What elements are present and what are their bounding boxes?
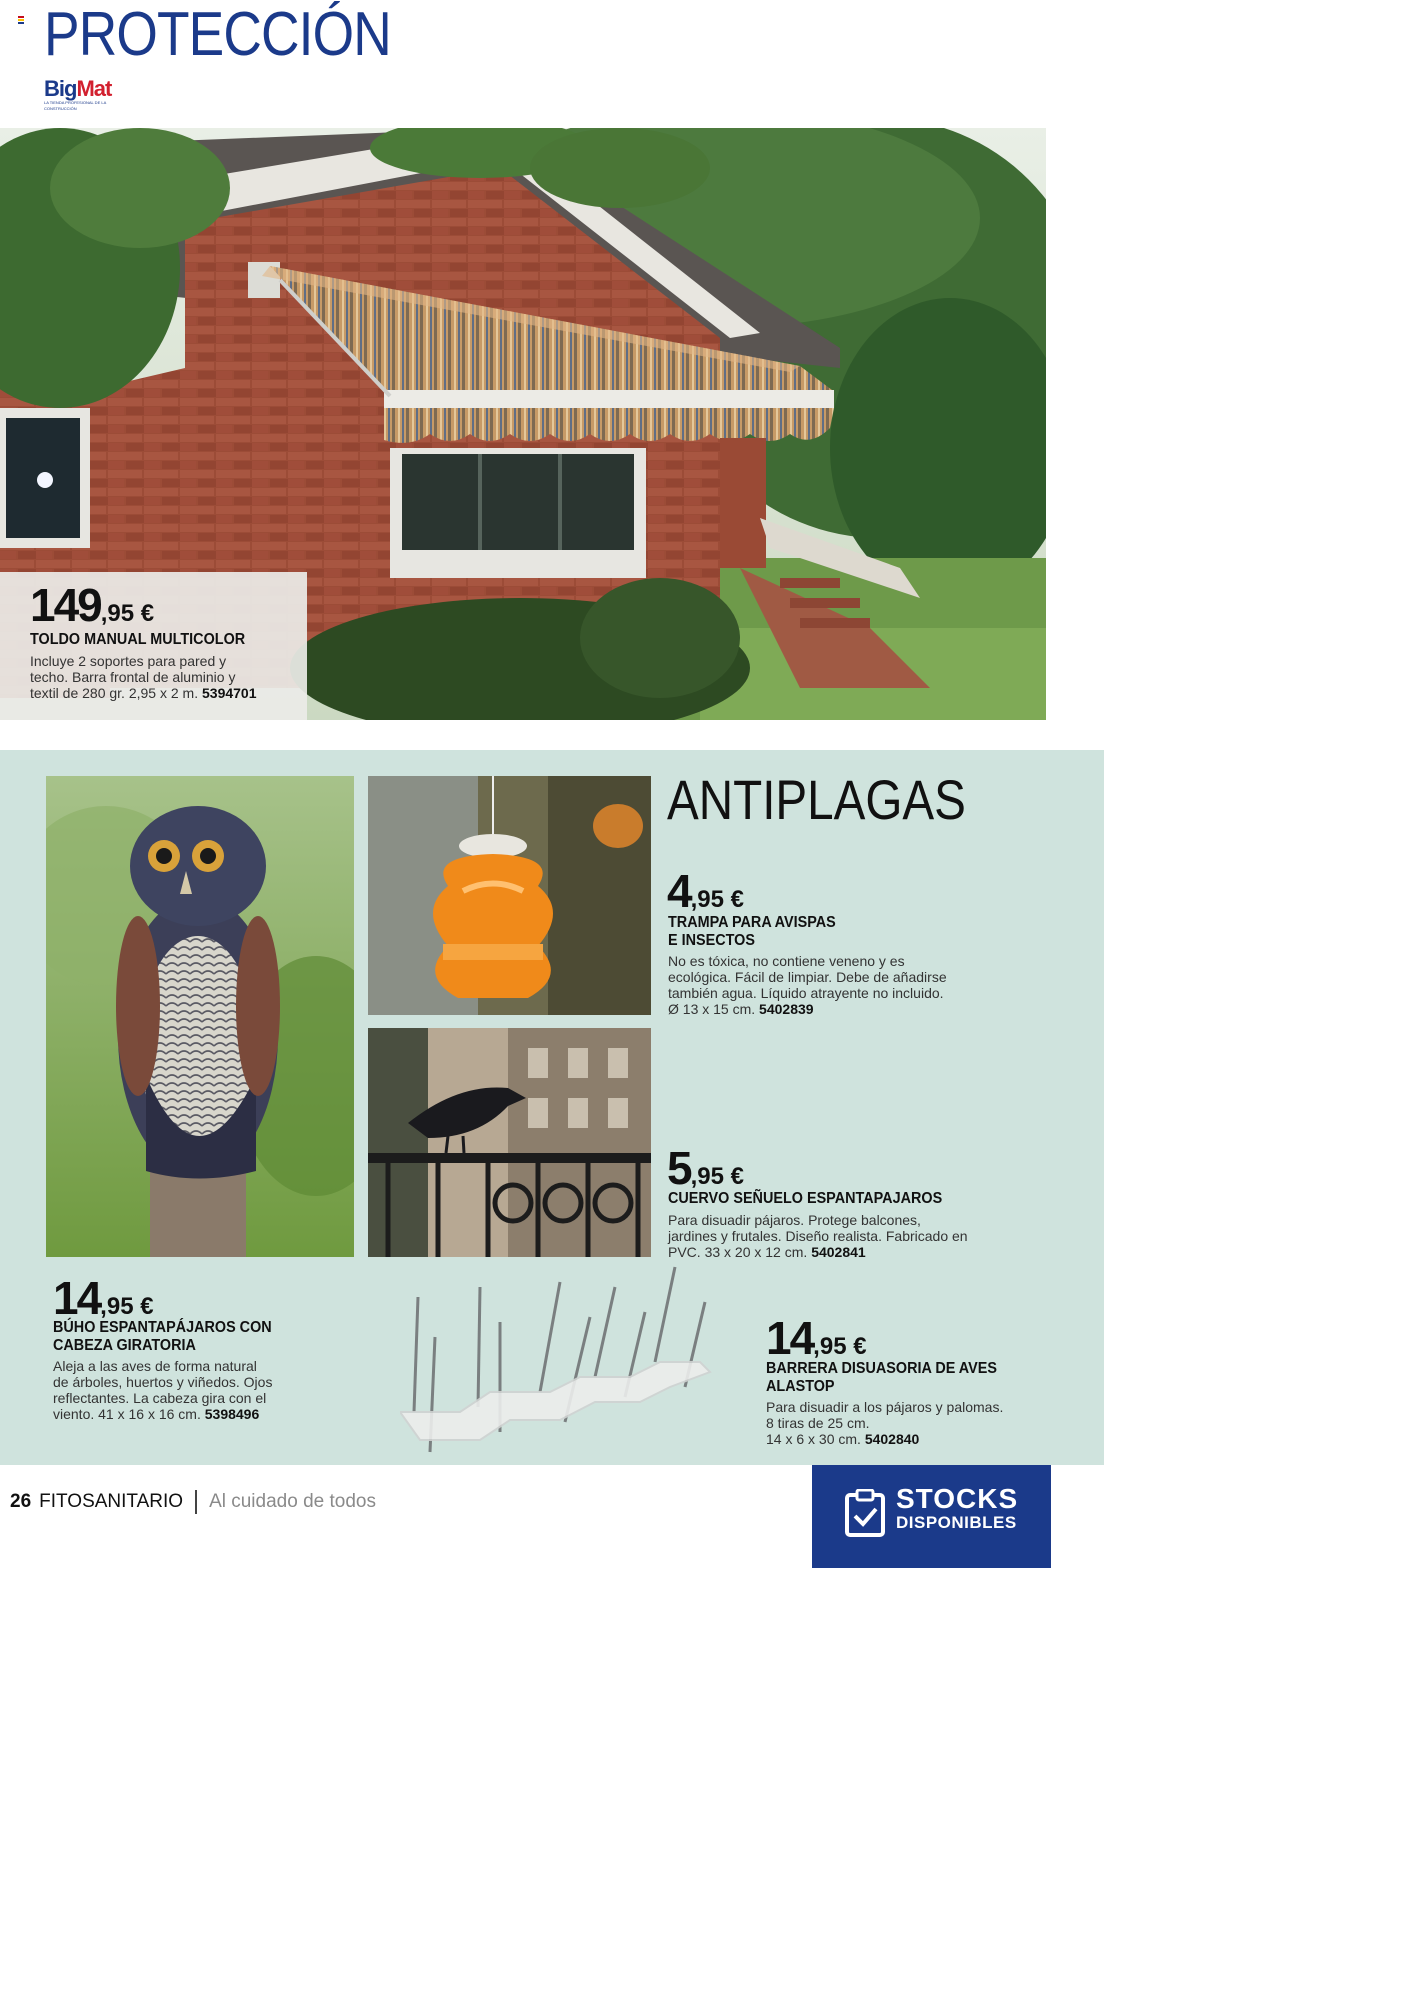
product-name: CUERVO SEÑUELO ESPANTAPAJAROS [668,1190,943,1207]
product-name [766,1360,1036,1396]
desc-line: jardines y frutales. Diseño realista. Fabricado en [668,1228,968,1244]
crow-decoy-photo [368,1028,651,1257]
name-line: BÚHO ESPANTAPÁJAROS CON [53,1319,272,1336]
price-dec: ,95 € [690,886,744,913]
footer-divider [195,1490,197,1514]
product-description [30,653,300,701]
desc-line: ecológica. Fácil de limpiar. Debe de añadirse [668,969,947,985]
bigmat-logo [44,78,130,112]
price-toldo [30,579,155,631]
product-ref: 5402839 [759,1001,814,1017]
desc-line: reflectantes. La cabeza gira con el [53,1390,267,1406]
name-line: ALASTOP [766,1378,835,1395]
footer-category: FITOSANITARIO [39,1491,184,1513]
name-line: CABEZA GIRATORIA [53,1337,196,1354]
badge-line1: STOCKS [896,1483,1019,1514]
desc-line: Para disuadir a los pájaros y palomas. [766,1399,1004,1415]
price-int: 4 [667,865,691,917]
logo-text-1: Big [44,76,77,101]
owl-decoy-photo [46,776,354,1257]
price-buho [53,1272,154,1324]
desc-line: techo. Barra frontal de aluminio y [30,669,236,685]
price-dec: ,95 € [100,600,155,627]
stocks-badge [812,1465,1051,1568]
section-title: ANTIPLAGAS [667,768,966,831]
price-cuervo [667,1142,744,1194]
price-trampa [667,865,744,917]
clipboard-check-icon [844,1489,886,1537]
price-int: 14 [766,1312,814,1364]
footer [10,1490,376,1514]
flag-icon [18,16,24,23]
product-ref: 5402840 [864,1431,920,1447]
price-dec: ,95 € [100,1293,154,1320]
bird-spikes-photo [400,1262,730,1467]
logo-tagline: LA TIENDA PROFESIONAL DE LA CONSTRUCCIÓN [44,100,107,111]
name-line: BARRERA DISUASORIA DE AVES [766,1360,997,1377]
desc-line: No es tóxica, no contiene veneno y es [668,953,905,969]
desc-line: Para disuadir pájaros. Protege balcones, [668,1212,921,1228]
desc-line: 14 x 6 x 30 cm. [766,1431,861,1447]
badge-line2: DISPONIBLES [896,1513,1017,1532]
page-number: 26 [10,1491,32,1513]
price-int: 149 [30,579,101,631]
desc-line: PVC. 33 x 20 x 12 cm. [668,1244,808,1260]
logo-text-2: Mat [76,76,112,101]
price-int: 5 [667,1142,691,1194]
price-barrera [766,1312,867,1364]
footer-tagline: Al cuidado de todos [209,1491,376,1513]
page-title: PROTECCIÓN [44,0,391,69]
desc-line: también agua. Líquido atrayente no incluido. [668,985,944,1001]
product-description [766,1399,1066,1447]
desc-line: textil de 280 gr. 2,95 x 2 m. [30,685,199,701]
product-name [53,1319,305,1355]
desc-line: de árboles, huertos y viñedos. Ojos [53,1374,273,1390]
price-dec: ,95 € [813,1333,867,1360]
desc-line: Aleja a las aves de forma natural [53,1358,257,1374]
desc-line: 8 tiras de 25 cm. [766,1415,870,1431]
wasp-trap-photo [368,776,651,1015]
product-description [53,1358,323,1422]
product-name [668,914,938,950]
price-dec: ,95 € [690,1163,744,1190]
product-description [668,1212,1028,1260]
product-ref: 5402841 [811,1244,866,1260]
price-int: 14 [53,1272,101,1324]
product-description [668,953,1028,1017]
desc-line: viento. 41 x 16 x 16 cm. [53,1406,201,1422]
product-name: TOLDO MANUAL MULTICOLOR [30,631,246,648]
desc-line: Incluye 2 soportes para pared y [30,653,227,669]
desc-line: Ø 13 x 15 cm. [668,1001,756,1017]
name-line: E INSECTOS [668,932,755,949]
product-ref: 5398496 [204,1406,260,1422]
name-line: TRAMPA PARA AVISPAS [668,914,836,931]
product-ref: 5394701 [202,685,257,701]
